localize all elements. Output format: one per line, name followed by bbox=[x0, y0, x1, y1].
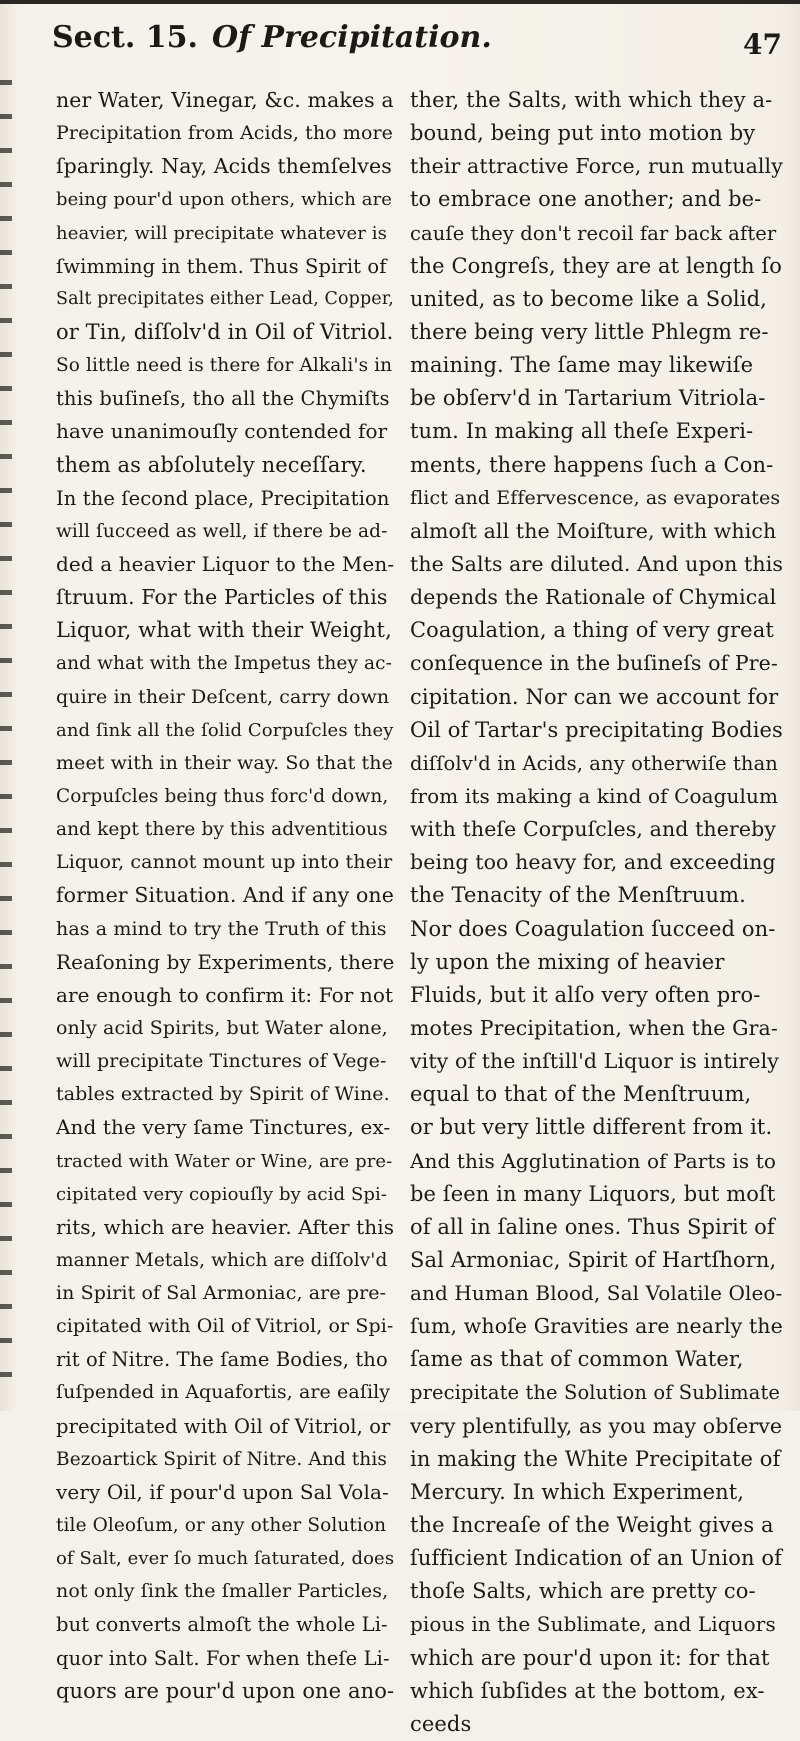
text-line: former Situation. And if any one bbox=[56, 883, 394, 908]
text-line: the Increaſe of the Weight gives a bbox=[410, 1513, 774, 1538]
text-line: pious in the Sublimate, and Liquors bbox=[410, 1612, 776, 1637]
text-line: have unanimouſly contended for bbox=[56, 419, 388, 444]
text-line: in making the White Precipitate of bbox=[410, 1446, 781, 1471]
text-line: ſum, whoſe Gravities are nearly the bbox=[410, 1314, 783, 1339]
text-line: cauſe they don't recoil far back after bbox=[410, 221, 777, 245]
text-line: has a mind to try the Truth of this bbox=[56, 917, 387, 940]
text-line: being too heavy for, and exceeding bbox=[410, 850, 776, 875]
text-line: Reaſoning by Experiments, there bbox=[56, 949, 394, 974]
text-line: Nor does Coagulation ſucceed on- bbox=[410, 916, 776, 941]
text-line: Fluids, but it alſo very often pro- bbox=[410, 982, 761, 1007]
text-line: or Tin, diſſolv'd in Oil of Vitriol. bbox=[56, 319, 394, 344]
text-line: in Spirit of Sal Armoniac, are pre- bbox=[56, 1282, 387, 1305]
text-line: equal to that of the Menſtruum, bbox=[410, 1082, 752, 1107]
text-line: motes Precipitation, when the Gra- bbox=[410, 1015, 778, 1040]
text-line: Corpuſcles being thus forc'd down, bbox=[56, 785, 389, 807]
page-top-edge bbox=[0, 0, 800, 4]
text-line: them as abſolutely neceſſary. bbox=[56, 452, 367, 477]
text-line: with theſe Corpuſcles, and thereby bbox=[410, 817, 777, 842]
text-line: the Salts are diluted. And upon this bbox=[410, 551, 783, 576]
text-line: ner Water, Vinegar, &c. makes a bbox=[56, 88, 394, 112]
text-line: not only ſink the ſmaller Particles, bbox=[56, 1580, 389, 1603]
text-line: ſufficient Indication of an Union of bbox=[410, 1546, 782, 1571]
text-line: ther, the Salts, with which they a- bbox=[410, 88, 773, 112]
text-line: precipitate the Solution of Sublimate bbox=[410, 1381, 781, 1405]
text-line: And the very ſame Tinctures, ex- bbox=[56, 1115, 391, 1140]
text-line: and what with the Impetus they ac- bbox=[56, 653, 392, 675]
page-title: Of Precipitation. bbox=[212, 20, 492, 55]
text-line: quor into Salt. For when theſe Li- bbox=[56, 1646, 390, 1670]
left-column bbox=[56, 84, 394, 1708]
text-line: Bezoartick Spirit of Nitre. And this bbox=[56, 1448, 387, 1470]
text-line: tile Oleoſum, or any other Solution bbox=[56, 1515, 387, 1537]
text-line: ly upon the mixing of heavier bbox=[410, 949, 725, 974]
text-line: tum. In making all theſe Experi- bbox=[410, 419, 754, 444]
text-line: flict and Effervescence, as evaporates bbox=[410, 486, 781, 509]
text-line: be obſerv'd in Tartarium Vitriola- bbox=[410, 386, 766, 411]
text-line: and ſink all the ſolid Corpuſcles they bbox=[56, 719, 394, 741]
text-line: rit of Nitre. The ſame Bodies, tho bbox=[56, 1348, 388, 1372]
text-line: only acid Spirits, but Water alone, bbox=[56, 1016, 388, 1039]
text-line: this buſineſs, tho all the Chymiſts bbox=[56, 387, 390, 411]
section-label: Sect. 15. bbox=[52, 20, 198, 55]
text-line: ments, there happens ſuch a Con- bbox=[410, 452, 774, 477]
text-line: ſwimming in them. Thus Spirit of bbox=[56, 254, 387, 278]
text-line: Liquor, what with their Weight, bbox=[56, 618, 392, 643]
text-line: ſparingly. Nay, Acids themſelves bbox=[56, 154, 392, 179]
text-line: their attractive Force, run mutually bbox=[410, 154, 783, 179]
text-line: will precipitate Tinctures of Vege- bbox=[56, 1050, 387, 1073]
text-line: there being very little Phlegm re- bbox=[410, 319, 769, 344]
text-line: which ſubſides at the bottom, ex- bbox=[410, 1678, 765, 1703]
text-line: Liquor, cannot mount up into their bbox=[56, 851, 393, 874]
text-line: depends the Rationale of Chymical bbox=[410, 585, 777, 610]
text-line: tracted with Water or Wine, are pre- bbox=[56, 1150, 393, 1172]
text-line: In the ſecond place, Precipitation bbox=[56, 486, 390, 510]
text-line: quors are pour'd upon one ano- bbox=[56, 1678, 394, 1703]
text-line: united, as to become like a Solid, bbox=[410, 286, 767, 311]
binding-gutter bbox=[0, 80, 12, 1400]
text-line: to embrace one another; and be- bbox=[410, 187, 762, 212]
text-line: or but very little different from it. bbox=[410, 1115, 773, 1140]
text-line: the Tenacity of the Menſtruum. bbox=[410, 883, 746, 908]
text-line: cipitation. Nor can we account for bbox=[410, 684, 779, 709]
text-line: from its making a kind of Coagulum bbox=[410, 783, 779, 808]
text-line: ſuſpended in Aquafortis, are eaſily bbox=[56, 1381, 391, 1404]
text-line: and Human Blood, Sal Volatile Oleo- bbox=[410, 1281, 783, 1306]
text-line: Salt precipitates either Lead, Copper, bbox=[56, 288, 394, 309]
text-line: Coagulation, a thing of very great bbox=[410, 618, 774, 643]
text-line: which are pour'd upon it: for that bbox=[410, 1645, 770, 1670]
text-line: diſſolv'd in Acids, any otherwiſe than bbox=[410, 751, 778, 775]
text-line: tables extracted by Spirit of Wine. bbox=[56, 1083, 390, 1106]
text-line: manner Metals, which are diſſolv'd bbox=[56, 1249, 388, 1271]
running-head bbox=[52, 16, 782, 72]
text-line: quire in their Deſcent, carry down bbox=[56, 685, 390, 708]
text-line: And this Agglutination of Parts is to bbox=[410, 1148, 776, 1173]
text-line: of all in ſaline ones. Thus Spirit of bbox=[410, 1214, 775, 1239]
text-line: Mercury. In which Experiment, bbox=[410, 1479, 745, 1504]
text-line: bound, being put into motion by bbox=[410, 121, 756, 146]
text-line: maining. The ſame may likewiſe bbox=[410, 353, 754, 378]
text-line: but converts almoſt the whole Li- bbox=[56, 1613, 388, 1637]
text-line: thoſe Salts, which are pretty co- bbox=[410, 1579, 756, 1604]
text-line: will ſucceed as well, if there be ad- bbox=[56, 520, 388, 542]
text-line: and kept there by this adventitious bbox=[56, 819, 388, 841]
text-line: ſame as that of common Water, bbox=[410, 1347, 744, 1372]
text-line: Oil of Tartar's precipitating Bodies bbox=[410, 717, 783, 742]
text-line: So little need is there for Alkali's in bbox=[56, 355, 393, 377]
text-line: are enough to confirm it: For not bbox=[56, 982, 394, 1007]
text-line: very Oil, if pour'd upon Sal Vola- bbox=[56, 1479, 389, 1504]
text-line: precipitated with Oil of Vitriol, or bbox=[56, 1414, 391, 1438]
text-line: Precipitation from Acids, tho more bbox=[56, 122, 394, 145]
text-line: ded a heavier Liquor to the Men- bbox=[56, 551, 394, 576]
text-line: be ſeen in many Liquors, but moſt bbox=[410, 1181, 776, 1206]
text-line: vity of the inſtill'd Liquor is intirely bbox=[410, 1049, 779, 1074]
text-line: heavier, will precipitate whatever is bbox=[56, 222, 387, 244]
text-line: conſequence in the buſineſs of Pre- bbox=[410, 651, 778, 676]
text-line: cipitated with Oil of Vitriol, or Spi- bbox=[56, 1315, 394, 1338]
text-line: Sal Armoniac, Spirit of Hartſhorn, bbox=[410, 1247, 777, 1272]
text-line: of Salt, ever ſo much ſaturated, does bbox=[56, 1548, 394, 1570]
text-line: being pour'd upon others, which are bbox=[56, 189, 393, 211]
text-line: ceeds bbox=[410, 1711, 472, 1736]
text-line: very plentifully, as you may obſerve bbox=[410, 1413, 783, 1438]
text-line: almoſt all the Moiſture, with which bbox=[410, 518, 777, 543]
text-line: ſtruum. For the Particles of this bbox=[56, 585, 388, 610]
right-column bbox=[410, 84, 784, 1741]
text-line: the Congreſs, they are at length ſo bbox=[410, 253, 783, 278]
text-line: rits, which are heavier. After this bbox=[56, 1214, 394, 1239]
text-line: cipitated very copiouſly by acid Spi- bbox=[56, 1183, 388, 1205]
text-line: meet with in their way. So that the bbox=[56, 751, 393, 774]
page-number: 47 bbox=[743, 28, 782, 61]
